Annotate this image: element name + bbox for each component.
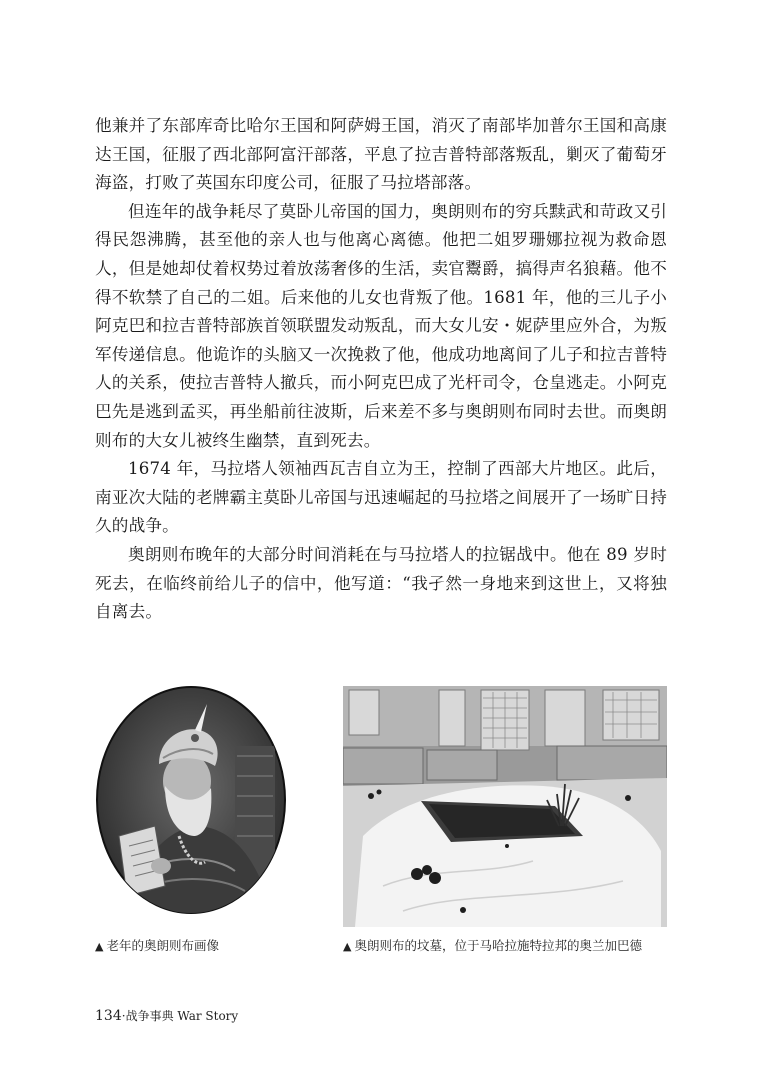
book-title-en: War Story [177,1009,239,1023]
tomb-figure [343,686,667,927]
body-text [95,112,667,627]
paragraph-4: 奥朗则布晚年的大部分时间消耗在与马拉塔人的拉锯战中。他在 89 岁时死去，在临终前给儿子的信中，他写道：“我孑然一身地来到这世上，又将独自离去。 [95,544,667,622]
page-footer [95,1007,238,1024]
paragraph-3: 1674 年，马拉塔人领袖西瓦吉自立为王，控制了西部大片地区。此后，南亚次大陆的老牌霸主莫卧儿帝国与迅速崛起的马拉塔之间展开了一场旷日持久的战争。 [95,459,667,536]
triangle-marker-icon: ▲ [343,940,352,953]
portrait-image [95,686,288,928]
book-title-cn: 战争事典 [125,1009,174,1023]
tomb-image [343,686,667,927]
footer-separator: · [121,1009,126,1023]
right-caption-text: 奥朗则布的坟墓，位于马哈拉施特拉邦的奥兰加巴德 [354,938,642,953]
portrait-figure [95,686,288,928]
right-caption [343,936,642,954]
page-number: 134 [95,1008,122,1024]
left-caption [95,936,219,954]
left-caption-text: 老年的奥朗则布画像 [106,938,219,953]
triangle-marker-icon: ▲ [95,940,104,953]
paragraph-1: 他兼并了东部库奇比哈尔王国和阿萨姆王国，消灭了南部毕加普尔王国和高康达王国，征服了西北部阿富汗部落，平息了拉吉普特部落叛乱，剿灭了葡萄牙海盗，打败了英国东印度公司，征服了马拉塔部落。 [95,116,667,193]
paragraph-2: 但连年的战争耗尽了莫卧儿帝国的国力，奥朗则布的穷兵黩武和苛政又引得民怨沸腾，甚至他的亲人也与他离心离德。他把二姐罗珊娜拉视为救命恩人，但是她却仗着权势过着放荡奢侈的生活，卖官鬻爵，搞得声名狼藉。他不得不软禁了自己的二姐。后来他的儿女也背叛了他。1681 年，他的三儿子小阿克巴和拉吉普特部族首领联盟发动叛乱，而大女儿安・妮萨里应外合，为叛军传递信息。他诡诈的头脑又一次挽救了他，他成功地离间了儿子和拉吉普特人的关系，使拉吉普特人撤兵，而小阿克巴成了光杆司令，仓皇逃走。小阿克巴先是逃到孟买，再坐船前往波斯，后来差不多与奥朗则布同时去世。而奥朗则布的大女儿被终生幽禁，直到死去。 [95,201,667,450]
